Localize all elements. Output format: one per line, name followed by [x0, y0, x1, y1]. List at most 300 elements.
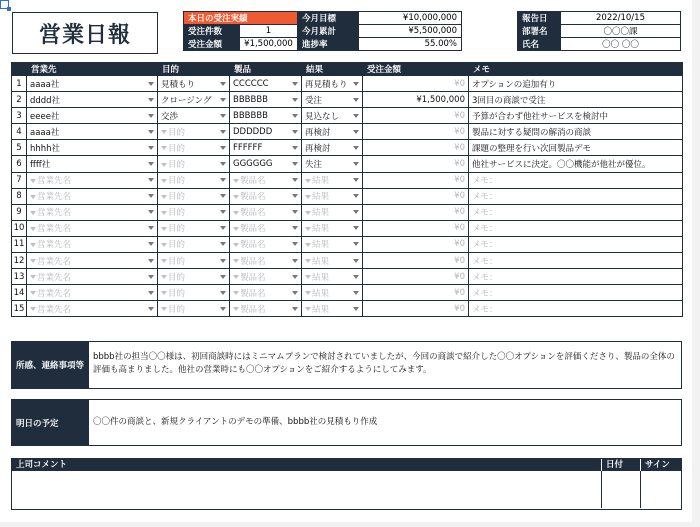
- chevron-down-icon[interactable]: [148, 162, 154, 166]
- memo-placeholder: メモ：: [472, 288, 498, 299]
- client-placeholder: 営業先名: [37, 304, 72, 315]
- product-cell[interactable]: [230, 156, 302, 172]
- memo-cell[interactable]: [469, 140, 683, 156]
- today-results-header: 本日の受注実績: [184, 12, 298, 25]
- chevron-down-icon[interactable]: [353, 259, 359, 263]
- placeholder-triangle-icon: [233, 195, 239, 199]
- product-placeholder: 製品名: [240, 288, 266, 299]
- placeholder-triangle-icon: [161, 307, 167, 311]
- row-number: 5: [12, 140, 27, 156]
- chevron-down-icon[interactable]: [148, 146, 154, 150]
- purpose-placeholder: 目的: [168, 272, 186, 283]
- table-row: [12, 140, 683, 156]
- placeholder-triangle-icon: [305, 291, 311, 295]
- memo-value: オプションの追加有り: [472, 79, 557, 90]
- product-cell[interactable]: [230, 188, 302, 204]
- department-label: 部署名: [518, 25, 561, 38]
- chevron-down-icon[interactable]: [220, 162, 226, 166]
- client-cell[interactable]: [27, 236, 158, 252]
- row-number: 15: [12, 301, 27, 317]
- placeholder-triangle-icon: [305, 243, 311, 247]
- memo-cell[interactable]: [469, 301, 683, 317]
- purpose-cell[interactable]: [158, 253, 230, 269]
- column-header-product: 製品: [230, 63, 302, 76]
- client-cell[interactable]: [27, 204, 158, 220]
- result-placeholder: 結果: [312, 176, 330, 187]
- client-cell[interactable]: [27, 92, 158, 108]
- client-value: dddd社: [30, 95, 61, 106]
- chevron-down-icon[interactable]: [148, 259, 154, 263]
- purpose-cell[interactable]: [158, 188, 230, 204]
- chevron-down-icon[interactable]: [292, 162, 298, 166]
- result-cell[interactable]: [302, 140, 363, 156]
- purpose-cell[interactable]: [158, 269, 230, 285]
- purpose-placeholder: 目的: [168, 288, 186, 299]
- chevron-down-icon[interactable]: [220, 98, 226, 102]
- result-placeholder: 結果: [312, 208, 330, 219]
- row-number: 7: [12, 172, 27, 188]
- monthly-target-value[interactable]: ¥10,000,000: [359, 12, 462, 25]
- chevron-down-icon[interactable]: [220, 210, 226, 214]
- product-cell[interactable]: [230, 253, 302, 269]
- amount-cell[interactable]: ¥0: [363, 220, 469, 236]
- placeholder-triangle-icon: [233, 307, 239, 311]
- row-number: 12: [12, 253, 27, 269]
- placeholder-triangle-icon: [30, 243, 36, 247]
- placeholder-triangle-icon: [161, 243, 167, 247]
- row-number: 2: [12, 92, 27, 108]
- amount-cell[interactable]: ¥0: [363, 124, 469, 140]
- purpose-cell[interactable]: [158, 156, 230, 172]
- memo-placeholder: メモ：: [472, 304, 498, 315]
- purpose-cell[interactable]: [158, 204, 230, 220]
- row-number: 6: [12, 156, 27, 172]
- result-placeholder: 結果: [312, 288, 330, 299]
- chevron-down-icon[interactable]: [220, 275, 226, 279]
- purpose-placeholder: 目的: [168, 240, 186, 251]
- product-cell[interactable]: [230, 269, 302, 285]
- memo-cell[interactable]: [469, 108, 683, 124]
- client-placeholder: 営業先名: [37, 224, 72, 235]
- table-row: [12, 253, 683, 269]
- memo-placeholder: メモ：: [472, 272, 498, 283]
- orders-amount-label: 受注金額: [184, 38, 240, 51]
- client-value: aaaa社: [30, 79, 60, 90]
- chevron-down-icon[interactable]: [148, 82, 154, 86]
- activity-rows: [12, 76, 683, 317]
- client-cell[interactable]: [27, 188, 158, 204]
- row-number: 3: [12, 108, 27, 124]
- memo-cell[interactable]: [469, 156, 683, 172]
- placeholder-triangle-icon: [161, 211, 167, 215]
- product-cell[interactable]: [230, 301, 302, 317]
- client-value: hhhh社: [30, 143, 61, 154]
- memo-cell[interactable]: [469, 236, 683, 252]
- amount-cell[interactable]: ¥0: [363, 301, 469, 317]
- product-value: FFFFFF: [233, 142, 263, 153]
- amount-cell[interactable]: ¥0: [363, 253, 469, 269]
- boss-comment-label: 上司コメント: [16, 460, 68, 470]
- product-cell[interactable]: [230, 204, 302, 220]
- result-placeholder: 結果: [312, 304, 330, 315]
- chevron-down-icon[interactable]: [292, 275, 298, 279]
- row-number: 8: [12, 188, 27, 204]
- activity-table: [11, 62, 683, 317]
- client-cell[interactable]: [27, 285, 158, 301]
- placeholder-triangle-icon: [30, 307, 36, 311]
- client-placeholder: 営業先名: [37, 288, 72, 299]
- column-header-memo: メモ: [469, 63, 683, 76]
- chevron-down-icon[interactable]: [292, 242, 298, 246]
- memo-cell[interactable]: [469, 204, 683, 220]
- purpose-cell[interactable]: [158, 236, 230, 252]
- client-cell[interactable]: [27, 124, 158, 140]
- boss-sign-label: サイン: [640, 459, 681, 471]
- chevron-down-icon[interactable]: [292, 210, 298, 214]
- memo-placeholder: メモ：: [472, 208, 498, 219]
- tomorrow-text[interactable]: 〇〇件の商談と、新規クライアントのデモの準備、bbbb社の見積もり作成: [93, 417, 378, 427]
- chevron-down-icon[interactable]: [148, 98, 154, 102]
- chevron-down-icon[interactable]: [353, 275, 359, 279]
- result-value: 受注: [305, 95, 323, 106]
- name-value[interactable]: 〇〇 〇〇: [561, 38, 681, 51]
- orders-count-label: 受注件数: [184, 25, 240, 38]
- report-info-table: [517, 11, 681, 51]
- client-placeholder: 営業先名: [37, 272, 72, 283]
- product-cell[interactable]: [230, 108, 302, 124]
- table-row: [12, 269, 683, 285]
- table-row: [12, 188, 683, 204]
- memo-cell[interactable]: [469, 76, 683, 92]
- client-cell[interactable]: [27, 253, 158, 269]
- progress-value[interactable]: 55.00%: [359, 38, 462, 51]
- row-number: 1: [12, 76, 27, 92]
- purpose-cell[interactable]: [158, 92, 230, 108]
- chevron-down-icon[interactable]: [292, 130, 298, 134]
- memo-value: 課題の整理を行い次回製品デモ: [472, 143, 592, 154]
- table-header-row: [12, 63, 683, 76]
- purpose-placeholder: 目的: [168, 224, 186, 235]
- placeholder-triangle-icon: [233, 243, 239, 247]
- purpose-cell[interactable]: [158, 172, 230, 188]
- placeholder-triangle-icon: [233, 275, 239, 279]
- amount-cell[interactable]: ¥1,500,000: [363, 92, 469, 108]
- chevron-down-icon[interactable]: [220, 307, 226, 311]
- result-cell[interactable]: [302, 204, 363, 220]
- product-placeholder: 製品名: [240, 192, 266, 203]
- chevron-down-icon[interactable]: [353, 130, 359, 134]
- memo-cell[interactable]: [469, 269, 683, 285]
- chevron-down-icon[interactable]: [148, 226, 154, 230]
- name-label: 氏名: [518, 38, 561, 51]
- amount-cell[interactable]: ¥0: [363, 76, 469, 92]
- placeholder-triangle-icon: [161, 227, 167, 231]
- chevron-down-icon[interactable]: [292, 291, 298, 295]
- placeholder-triangle-icon: [161, 179, 167, 183]
- row-number: 11: [12, 236, 27, 252]
- result-cell[interactable]: [302, 301, 363, 317]
- result-cell[interactable]: [302, 124, 363, 140]
- purpose-placeholder: 目的: [168, 304, 186, 315]
- product-cell[interactable]: [230, 124, 302, 140]
- placeholder-triangle-icon: [161, 163, 167, 167]
- placeholder-triangle-icon: [233, 227, 239, 231]
- chevron-down-icon[interactable]: [353, 162, 359, 166]
- purpose-cell[interactable]: [158, 301, 230, 317]
- chevron-down-icon[interactable]: [292, 307, 298, 311]
- summary-table: [183, 11, 462, 51]
- chevron-down-icon[interactable]: [148, 210, 154, 214]
- chevron-down-icon[interactable]: [292, 82, 298, 86]
- client-cell[interactable]: [27, 269, 158, 285]
- chevron-down-icon[interactable]: [220, 82, 226, 86]
- amount-cell[interactable]: ¥0: [363, 156, 469, 172]
- purpose-value: 交渉: [161, 111, 179, 122]
- memo-cell[interactable]: [469, 188, 683, 204]
- placeholder-triangle-icon: [30, 227, 36, 231]
- result-value: 失注: [305, 160, 323, 171]
- chevron-down-icon[interactable]: [353, 146, 359, 150]
- client-cell[interactable]: [27, 156, 158, 172]
- chevron-down-icon[interactable]: [148, 307, 154, 311]
- report-date-value[interactable]: 2022/10/15: [561, 12, 681, 25]
- chevron-down-icon[interactable]: [353, 291, 359, 295]
- client-cell[interactable]: [27, 76, 158, 92]
- chevron-down-icon[interactable]: [353, 194, 359, 198]
- column-header-purpose: 目的: [158, 63, 230, 76]
- memo-value: 他社サービスに決定。〇〇機能が他社が優位。: [472, 160, 651, 171]
- placeholder-triangle-icon: [305, 275, 311, 279]
- amount-cell[interactable]: ¥0: [363, 269, 469, 285]
- table-row: [12, 108, 683, 124]
- product-cell[interactable]: [230, 140, 302, 156]
- chevron-down-icon[interactable]: [148, 275, 154, 279]
- amount-cell[interactable]: ¥0: [363, 236, 469, 252]
- row-number: 4: [12, 124, 27, 140]
- chevron-down-icon[interactable]: [220, 178, 226, 182]
- result-cell[interactable]: [302, 92, 363, 108]
- chevron-down-icon[interactable]: [353, 82, 359, 86]
- client-placeholder: 営業先名: [37, 256, 72, 267]
- report-title: 営業日報: [12, 12, 158, 54]
- result-cell[interactable]: [302, 236, 363, 252]
- monthly-target-label: 今月目標: [298, 12, 359, 25]
- placeholder-triangle-icon: [233, 179, 239, 183]
- memo-cell[interactable]: [469, 172, 683, 188]
- product-value: BBBBBB: [233, 94, 268, 105]
- notes-text[interactable]: bbbb社の担当〇〇様は、初回商談時にはミニマムプランで検討されていましたが、今回の商談で紹介した〇〇オプションを評価くださり、製品の全体の評価も高まりました。他社の営業時にも〇〇オプションをご紹介するようにしてみます。: [93, 352, 675, 375]
- chevron-down-icon[interactable]: [292, 146, 298, 150]
- placeholder-triangle-icon: [233, 259, 239, 263]
- client-cell[interactable]: [27, 301, 158, 317]
- chevron-down-icon[interactable]: [220, 242, 226, 246]
- chevron-down-icon[interactable]: [353, 226, 359, 230]
- orders-count-value[interactable]: 1: [240, 25, 298, 38]
- purpose-cell[interactable]: [158, 220, 230, 236]
- memo-cell[interactable]: [469, 124, 683, 140]
- result-placeholder: 結果: [312, 224, 330, 235]
- boss-sign-field[interactable]: [640, 471, 681, 508]
- chevron-down-icon[interactable]: [292, 98, 298, 102]
- memo-cell[interactable]: [469, 92, 683, 108]
- amount-cell[interactable]: ¥0: [363, 172, 469, 188]
- department-value[interactable]: 〇〇〇課: [561, 25, 681, 38]
- product-cell[interactable]: [230, 220, 302, 236]
- memo-value: 予算が合わず他社サービスを検討中: [472, 111, 609, 122]
- product-placeholder: 製品名: [240, 208, 266, 219]
- row-number: 14: [12, 285, 27, 301]
- memo-placeholder: メモ：: [472, 192, 498, 203]
- chevron-down-icon[interactable]: [353, 307, 359, 311]
- row-number: 13: [12, 269, 27, 285]
- placeholder-triangle-icon: [305, 211, 311, 215]
- product-value: GGGGGG: [233, 159, 273, 170]
- product-placeholder: 製品名: [240, 256, 266, 267]
- placeholder-triangle-icon: [30, 291, 36, 295]
- placeholder-triangle-icon: [161, 195, 167, 199]
- amount-cell[interactable]: ¥0: [363, 108, 469, 124]
- client-cell[interactable]: [27, 172, 158, 188]
- row-number: 9: [12, 204, 27, 220]
- chevron-down-icon[interactable]: [353, 178, 359, 182]
- chevron-down-icon[interactable]: [220, 114, 226, 118]
- amount-cell[interactable]: ¥0: [363, 188, 469, 204]
- product-cell[interactable]: [230, 172, 302, 188]
- result-cell[interactable]: [302, 172, 363, 188]
- purpose-placeholder: 目的: [168, 256, 186, 267]
- result-value: 見込なし: [305, 111, 340, 122]
- chevron-down-icon[interactable]: [148, 130, 154, 134]
- result-cell[interactable]: [302, 253, 363, 269]
- monthly-total-value[interactable]: ¥5,500,000: [359, 25, 462, 38]
- chevron-down-icon[interactable]: [292, 178, 298, 182]
- result-cell[interactable]: [302, 269, 363, 285]
- chevron-down-icon[interactable]: [148, 242, 154, 246]
- chevron-down-icon[interactable]: [353, 210, 359, 214]
- client-placeholder: 営業先名: [37, 208, 72, 219]
- result-value: 再見積もり: [305, 79, 348, 90]
- table-row: [12, 124, 683, 140]
- placeholder-triangle-icon: [305, 259, 311, 263]
- chevron-down-icon[interactable]: [292, 259, 298, 263]
- row-number: 10: [12, 220, 27, 236]
- table-row: [12, 204, 683, 220]
- fill-handle[interactable]: [7, 7, 11, 11]
- memo-placeholder: メモ：: [472, 224, 498, 235]
- notes-section: [11, 341, 682, 389]
- chevron-down-icon[interactable]: [220, 146, 226, 150]
- purpose-cell[interactable]: [158, 76, 230, 92]
- chevron-down-icon[interactable]: [220, 130, 226, 134]
- chevron-down-icon[interactable]: [353, 242, 359, 246]
- purpose-cell[interactable]: [158, 108, 230, 124]
- notes-label: 所感、連絡事項等: [12, 342, 89, 388]
- product-value: BBBBBB: [233, 110, 268, 121]
- placeholder-triangle-icon: [30, 259, 36, 263]
- purpose-placeholder: 目的: [168, 192, 186, 203]
- boss-comment-field[interactable]: [12, 471, 601, 508]
- purpose-cell[interactable]: [158, 124, 230, 140]
- purpose-value: 見積もり: [161, 79, 196, 90]
- chevron-down-icon[interactable]: [353, 114, 359, 118]
- result-cell[interactable]: [302, 108, 363, 124]
- placeholder-triangle-icon: [305, 227, 311, 231]
- purpose-cell[interactable]: [158, 285, 230, 301]
- column-header-no: [12, 63, 27, 76]
- result-value: 再検討: [305, 143, 331, 154]
- purpose-cell[interactable]: [158, 140, 230, 156]
- chevron-down-icon[interactable]: [220, 259, 226, 263]
- chevron-down-icon[interactable]: [292, 226, 298, 230]
- purpose-placeholder: 目的: [168, 208, 186, 219]
- chevron-down-icon[interactable]: [353, 98, 359, 102]
- product-cell[interactable]: [230, 285, 302, 301]
- orders-amount-value[interactable]: ¥1,500,000: [240, 38, 298, 51]
- boss-date-field[interactable]: [601, 471, 640, 508]
- memo-value: 製品に対する疑問の解消の商談: [472, 127, 592, 138]
- chevron-down-icon[interactable]: [292, 194, 298, 198]
- placeholder-triangle-icon: [161, 130, 167, 134]
- tomorrow-section: [11, 399, 682, 446]
- chevron-down-icon[interactable]: [292, 114, 298, 118]
- product-cell[interactable]: [230, 92, 302, 108]
- result-placeholder: 結果: [312, 256, 330, 267]
- client-placeholder: 営業先名: [37, 176, 72, 187]
- placeholder-triangle-icon: [161, 146, 167, 150]
- result-cell[interactable]: [302, 76, 363, 92]
- chevron-down-icon[interactable]: [220, 194, 226, 198]
- client-placeholder: 営業先名: [37, 240, 72, 251]
- boss-comment-section: [11, 458, 682, 510]
- product-cell[interactable]: [230, 76, 302, 92]
- table-row: [12, 301, 683, 317]
- placeholder-triangle-icon: [233, 291, 239, 295]
- amount-cell[interactable]: ¥0: [363, 285, 469, 301]
- chevron-down-icon[interactable]: [148, 291, 154, 295]
- column-header-client: 営業先: [27, 63, 158, 76]
- client-cell[interactable]: [27, 220, 158, 236]
- progress-label: 進捗率: [298, 38, 359, 51]
- chevron-down-icon[interactable]: [148, 178, 154, 182]
- client-value: eeee社: [30, 111, 60, 122]
- chevron-down-icon[interactable]: [148, 194, 154, 198]
- memo-cell[interactable]: [469, 285, 683, 301]
- product-cell[interactable]: [230, 236, 302, 252]
- memo-placeholder: メモ：: [472, 256, 498, 267]
- placeholder-triangle-icon: [305, 179, 311, 183]
- amount-cell[interactable]: ¥0: [363, 204, 469, 220]
- table-row: [12, 172, 683, 188]
- client-placeholder: 営業先名: [37, 192, 72, 203]
- result-cell[interactable]: [302, 220, 363, 236]
- client-cell[interactable]: [27, 108, 158, 124]
- result-cell[interactable]: [302, 285, 363, 301]
- memo-cell[interactable]: [469, 220, 683, 236]
- memo-placeholder: メモ：: [472, 240, 498, 251]
- result-cell[interactable]: [302, 188, 363, 204]
- result-placeholder: 結果: [312, 192, 330, 203]
- result-cell[interactable]: [302, 156, 363, 172]
- chevron-down-icon[interactable]: [220, 291, 226, 295]
- amount-cell[interactable]: ¥0: [363, 140, 469, 156]
- placeholder-triangle-icon: [305, 195, 311, 199]
- memo-cell[interactable]: [469, 253, 683, 269]
- client-cell[interactable]: [27, 140, 158, 156]
- result-placeholder: 結果: [312, 240, 330, 251]
- product-placeholder: 製品名: [240, 272, 266, 283]
- chevron-down-icon[interactable]: [148, 114, 154, 118]
- chevron-down-icon[interactable]: [220, 226, 226, 230]
